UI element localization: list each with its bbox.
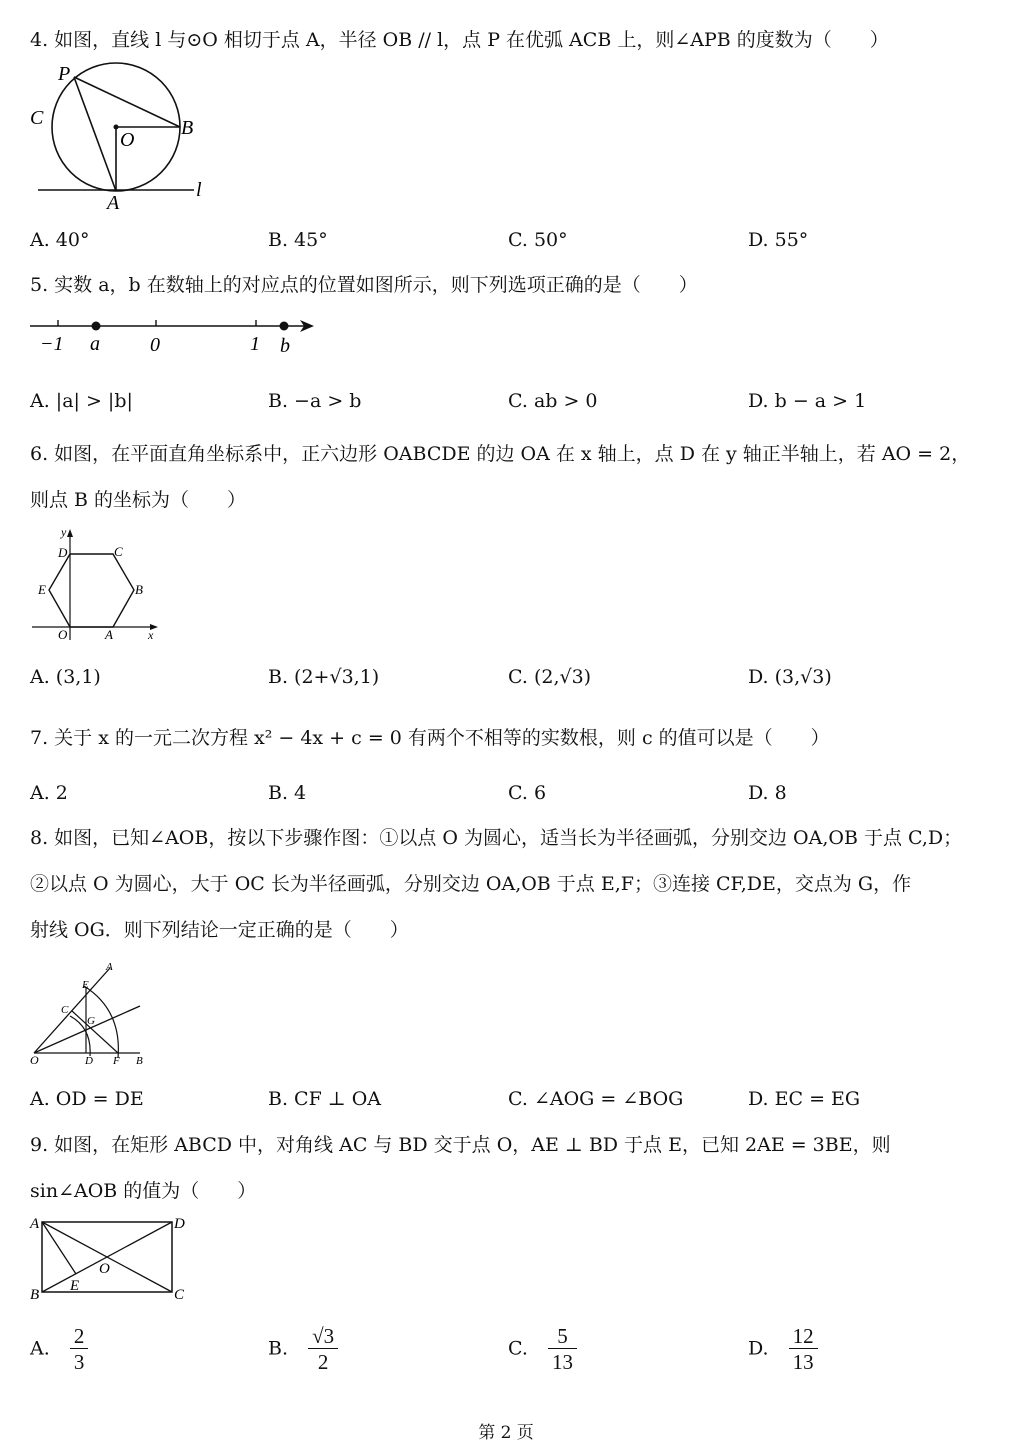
q9-option-c-denominator: 13 — [551, 1350, 573, 1374]
q9-label-C: C — [174, 1287, 185, 1303]
q6-option-d: D. (3,√3) — [748, 666, 832, 688]
q6-option-a: A. (3,1) — [30, 666, 101, 688]
q8-option-c: C. ∠AOG = ∠BOG — [508, 1088, 684, 1110]
q8-option-a: A. OD = DE — [30, 1088, 144, 1110]
q4-label-B: B — [181, 117, 194, 139]
q4-stem: 4. 如图，直线 l 与⊙O 相切于点 A，半径 OB // l，点 P 在优弧 ACB 上，则∠APB 的度数为（ ） — [30, 29, 889, 51]
q9-option-d — [748, 1324, 818, 1375]
q7-option-d: D. 8 — [748, 782, 787, 804]
q5-stem: 5. 实数 a，b 在数轴上的对应点的位置如图所示，则下列选项正确的是（ ） — [30, 274, 698, 296]
q7-option-c: C. 6 — [508, 782, 547, 804]
q8-stem-line2: ②以点 O 为圆心，大于 OC 长为半径画弧，分别交边 OA,OB 于点 E,F；③连接 CF,DE，交点为 G，作 — [30, 873, 912, 895]
q8-stem-line3: 射线 OG．则下列结论一定正确的是（ ） — [30, 919, 409, 941]
q5-number-line — [28, 314, 318, 359]
q6-label-O: O — [58, 627, 68, 642]
q8-label-G: G — [87, 1015, 95, 1027]
q5-tick-one: 1 — [250, 333, 260, 355]
q9-option-a-letter: A. — [30, 1337, 50, 1360]
q4-circle-figure — [30, 60, 220, 215]
q9-option-a-numerator: 2 — [70, 1324, 89, 1349]
q9-label-D: D — [174, 1216, 185, 1232]
q9-option-d-letter: D. — [748, 1337, 769, 1360]
q9-rectangle-figure — [28, 1212, 198, 1304]
q9-option-d-numerator: 12 — [789, 1324, 818, 1349]
q9-option-d-denominator: 13 — [792, 1350, 814, 1374]
q4-option-b: B. 45° — [268, 229, 328, 251]
q8-label-O: O — [30, 1053, 39, 1067]
q8-option-d: D. EC = EG — [748, 1088, 861, 1110]
q8-option-b: B. CF ⊥ OA — [268, 1088, 382, 1110]
q9-option-b-letter: B. — [268, 1337, 289, 1360]
q9-stem-line2: sin∠AOB 的值为（ ） — [30, 1180, 257, 1202]
q8-label-F: F — [113, 1055, 120, 1067]
q6-label-C: C — [114, 544, 123, 559]
q9-stem-line1: 9. 如图，在矩形 ABCD 中，对角线 AC 与 BD 交于点 O，AE ⊥ BD 于点 E，已知 2AE = 3BE，则 — [30, 1134, 891, 1156]
q4-option-d: D. 55° — [748, 229, 809, 251]
q9-option-b-numerator: √3 — [308, 1324, 338, 1349]
q8-angle-bisector-figure — [28, 958, 158, 1070]
q7-option-a: A. 2 — [30, 782, 68, 804]
q9-option-b-denominator: 2 — [317, 1350, 329, 1374]
q4-option-a: A. 40° — [30, 229, 90, 251]
q4-label-O: O — [120, 129, 135, 151]
q5-option-b: B. −a > b — [268, 390, 362, 412]
q8-stem-line1: 8. 如图，已知∠AOB，按以下步骤作图：①以点 O 为圆心，适当长为半径画弧，分别交边 OA,OB 于点 C,D； — [30, 827, 963, 849]
q6-label-E: E — [38, 582, 46, 597]
q9-label-B: B — [30, 1287, 40, 1303]
q6-label-A: A — [105, 627, 113, 642]
q9-option-b — [268, 1324, 338, 1375]
q8-label-B: B — [136, 1055, 143, 1067]
q6-option-c: C. (2,√3) — [508, 666, 592, 688]
q7-stem: 7. 关于 x 的一元二次方程 x² − 4x + c = 0 有两个不相等的实数根，则 c 的值可以是（ ） — [30, 727, 830, 749]
q6-axis-x: x — [148, 628, 154, 642]
q9-option-c-numerator: 5 — [548, 1324, 577, 1349]
q6-stem-line2: 则点 B 的坐标为（ ） — [30, 489, 247, 511]
q9-label-O: O — [99, 1261, 110, 1277]
q4-label-C: C — [30, 107, 44, 129]
q8-label-E: E — [82, 979, 89, 991]
q5-option-d: D. b − a > 1 — [748, 390, 867, 412]
q9-option-c-letter: C. — [508, 1337, 528, 1360]
q5-tick-minus1: −1 — [40, 333, 64, 355]
q6-label-B: B — [135, 582, 143, 597]
q6-hexagon-figure — [30, 525, 165, 645]
q9-option-a-denominator: 3 — [73, 1350, 85, 1374]
q8-label-D: D — [85, 1055, 93, 1067]
q9-label-E: E — [70, 1278, 80, 1294]
q6-label-D: D — [58, 545, 68, 560]
q6-stem-line1: 6. 如图，在平面直角坐标系中，正六边形 OABCDE 的边 OA 在 x 轴上，点 D 在 y 轴正半轴上，若 AO = 2， — [30, 443, 971, 465]
q4-label-l: l — [196, 179, 202, 201]
q8-label-A: A — [106, 961, 113, 973]
q8-label-C: C — [61, 1004, 69, 1016]
q7-option-b: B. 4 — [268, 782, 307, 804]
q4-label-P: P — [58, 63, 71, 85]
q5-point-b: b — [280, 335, 290, 357]
q5-option-c: C. ab > 0 — [508, 390, 598, 412]
q9-option-c — [508, 1324, 577, 1375]
q6-axis-y: y — [61, 525, 67, 539]
q4-option-c: C. 50° — [508, 229, 568, 251]
q5-point-a: a — [90, 333, 100, 355]
q5-tick-zero: 0 — [150, 334, 160, 356]
q9-option-a — [30, 1324, 88, 1375]
q9-label-A: A — [30, 1216, 40, 1232]
page-number: 第 2 页 — [478, 1423, 534, 1443]
q5-option-a: A. |a| > |b| — [30, 390, 133, 412]
q4-label-A: A — [107, 192, 120, 214]
q6-option-b: B. (2+√3,1) — [268, 666, 380, 688]
